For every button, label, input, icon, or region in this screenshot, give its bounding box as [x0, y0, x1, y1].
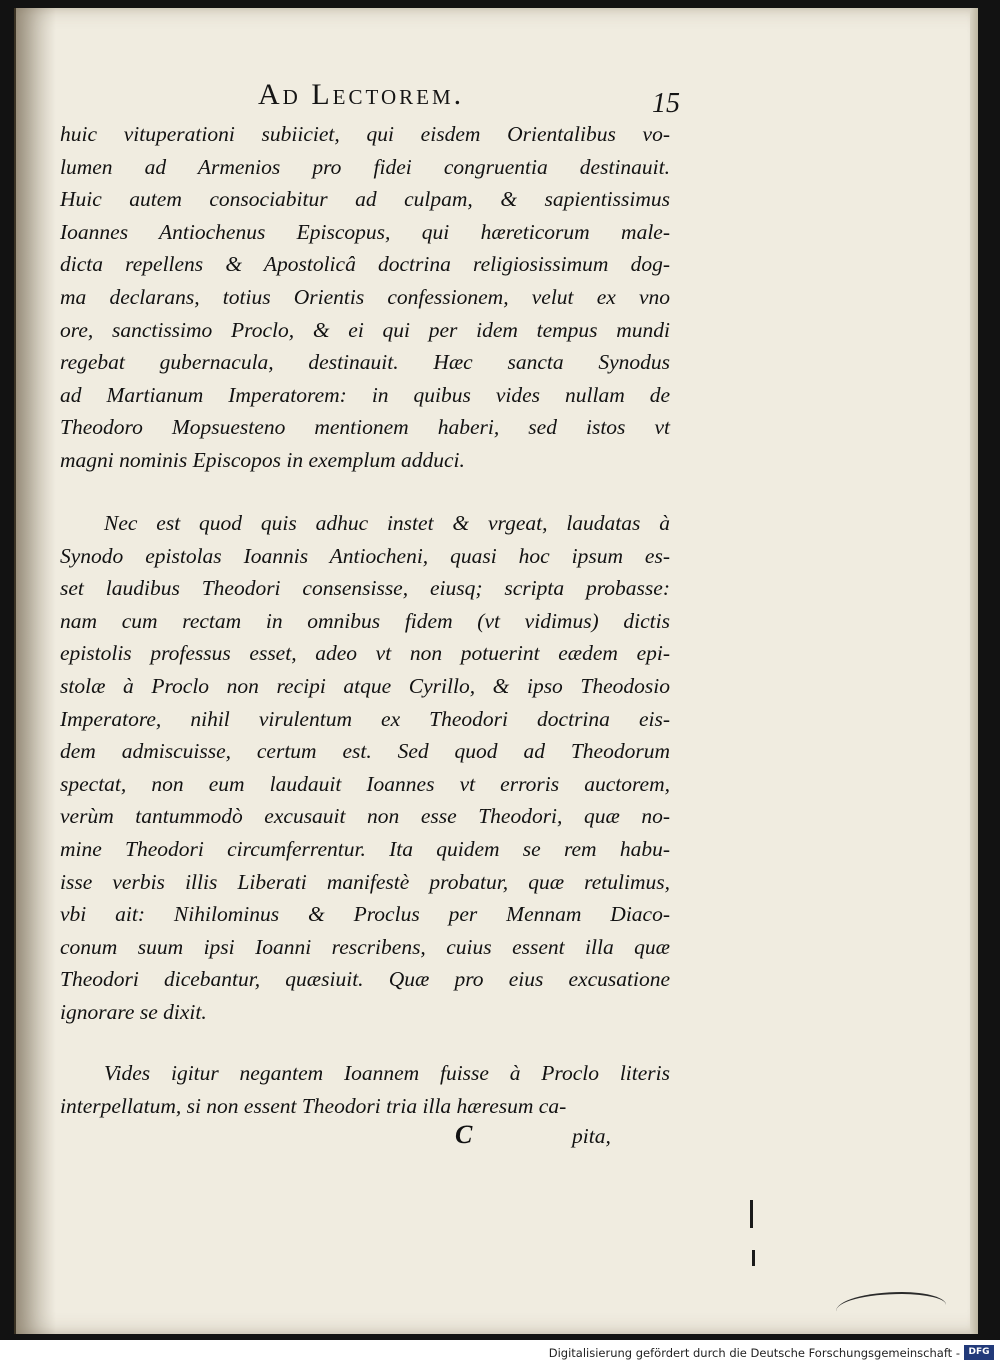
text-line: Nec est quod quis adhuc instet & vrgeat, laudatas à [104, 511, 670, 535]
text-line: spectat, non eum laudauit Ioannes vt erroris auctorem, [60, 771, 670, 796]
text-line: dem admiscuisse, certum est. Sed quod ad Theodorum [60, 739, 670, 764]
digitization-footer [0, 1340, 1000, 1367]
text-line: mine Theodori circumferrentur. Ita quidem se rem habu- [60, 836, 670, 861]
text-line: set laudibus Theodori consensisse, eiusq; scripta probasse: [60, 576, 670, 601]
paragraph-3 [60, 1057, 670, 1122]
text-line: nam cum rectam in omnibus fidem (vt vidimus) dictis [60, 608, 670, 633]
text-line: Huic autem consociabitur ad culpam, & sapientissimus [60, 187, 670, 212]
text-line: verùm tantummodò excusauit non esse Theodori, quæ no- [60, 804, 670, 829]
paragraph-2 [60, 507, 670, 1029]
text-line: interpellatum, si non essent Theodori tria illa hæresum ca- [60, 1093, 567, 1118]
text-line: huic vituperationi subiiciet, qui eisdem Orientalibus vo- [60, 122, 670, 146]
text-line: epistolis professus esset, adeo vt non potuerint eædem epi- [60, 641, 670, 666]
gutter-shadow [16, 8, 56, 1334]
margin-mark [752, 1250, 755, 1266]
text-line: lumen ad Armenios pro fidei congruentia destinauit. [60, 154, 670, 179]
text-line: Imperatore, nihil virulentum ex Theodori doctrina eis- [60, 706, 670, 731]
text-line: ad Martianum Imperatorem: in quibus vides nullam de [60, 382, 670, 407]
text-line: ma declarans, totius Orientis confessionem, velut ex vno [60, 284, 670, 309]
text-line: Theodoro Mopsuesteno mentionem haberi, sed istos vt [60, 415, 670, 440]
page-edge [970, 8, 978, 1334]
text-line: Ioannes Antiochenus Episcopus, qui hæreticorum male- [60, 219, 670, 244]
text-line: magni nominis Episcopos in exemplum adduci. [60, 447, 465, 472]
text-line: isse verbis illis Liberati manifestè probatur, quæ retulimus, [60, 869, 670, 894]
margin-mark [750, 1200, 753, 1228]
signature-mark: C [455, 1120, 473, 1149]
dfg-logo: DFG [964, 1345, 994, 1360]
footer-credit: Digitalisierung gefördert durch die Deutsche Forschungsgemeinschaft - [548, 1346, 960, 1360]
text-line: dicta repellens & Apostolicâ doctrina religiosissimum dog- [60, 252, 670, 277]
text-line: stolæ à Proclo non recipi atque Cyrillo, & ipso Theodosio [60, 673, 670, 698]
catchword: pita, [572, 1124, 611, 1148]
paragraph-1 [60, 118, 670, 477]
running-head: Ad Lectorem. [258, 78, 465, 111]
text-line: Theodori dicebantur, quæsiuit. Quæ pro eius excusatione [60, 967, 670, 992]
page-number: 15 [652, 88, 680, 119]
text-line: conum suum ipsi Ioanni rescribens, cuius essent illa quæ [60, 934, 670, 959]
text-line: regebat gubernacula, destinauit. Hæc sancta Synodus [60, 350, 670, 375]
text-line: vbi ait: Nihilominus & Proclus per Mennam Diaco- [60, 902, 670, 927]
text-line: ignorare se dixit. [60, 999, 207, 1024]
text-line: Vides igitur negantem Ioannem fuisse à Proclo literis [104, 1061, 670, 1085]
text-line: Synodo epistolas Ioannis Antiocheni, quasi hoc ipsum es- [60, 543, 670, 568]
text-line: ore, sanctissimo Proclo, & ei qui per idem tempus mundi [60, 317, 670, 342]
